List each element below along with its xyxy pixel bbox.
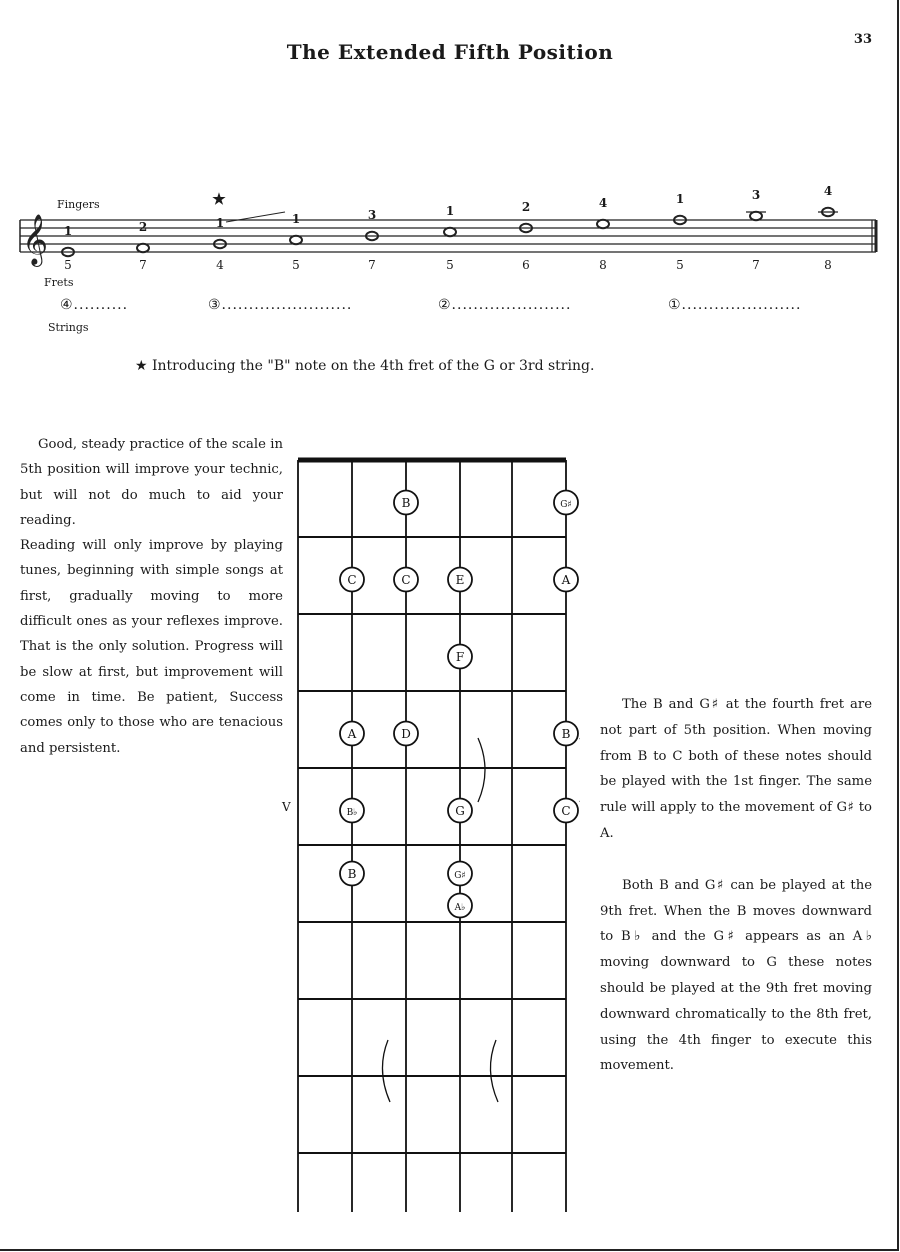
note-label: C [347, 573, 357, 587]
finger-number: 4 [598, 196, 608, 210]
note-label: A♭ [454, 903, 466, 913]
fret-number: 5 [64, 258, 72, 272]
note-label: G [455, 804, 465, 818]
finger-number: 4 [823, 184, 833, 198]
note-label: B [401, 496, 411, 510]
note-marker [448, 799, 472, 823]
note-label: B♭ [346, 808, 358, 818]
fret-number: 5 [446, 258, 454, 272]
finger-number: 3 [751, 188, 761, 202]
movement-arrow [382, 1040, 390, 1102]
frets-label: Frets [44, 276, 74, 289]
page-number: 33 [853, 32, 872, 47]
note-head [597, 220, 609, 228]
note-marker [448, 894, 472, 918]
finger-number: 3 [367, 208, 377, 222]
note-marker [394, 722, 418, 746]
movement-arrow [490, 1040, 498, 1102]
note-marker [340, 862, 364, 886]
left-text-block [20, 432, 283, 761]
fret-number: 4 [216, 258, 224, 272]
fretboard-svg [290, 450, 580, 1220]
note-head [750, 212, 762, 220]
right-paragraph: Both B and G♯ can be played at the 9th fret. When the B moves downward to B♭ and the G♯ appears as an A♭ moving downward to G these notes should be played at the 9th fret moving downward chromatically to the 8th fret, using the 4th finger to execute this movement. [600, 877, 872, 1074]
fret-number: 5 [676, 258, 684, 272]
note-marker [448, 568, 472, 592]
fret-number: 8 [824, 258, 832, 272]
finger-number: 1 [63, 224, 73, 238]
note-marker [448, 645, 472, 669]
left-paragraph: Reading will only improve by playing tunes, beginning with simple songs at first, gradually moving to more difficult ones as your reflexes improve. That is the only solution. Progress will be slow at first, but improvement will come in time. Be patient, Success comes only to those who are tenacious and persistent. [20, 538, 283, 756]
fret-number: 7 [752, 258, 760, 272]
note-marker [554, 722, 578, 746]
note-label: D [401, 727, 411, 741]
finger-number: 1 [291, 212, 301, 226]
note-label: G♯ [454, 871, 466, 881]
note-marker [554, 799, 578, 823]
fret-number: 7 [139, 258, 147, 272]
note-label: C [401, 573, 411, 587]
left-paragraph: Good, steady practice of the scale in 5th position will improve your technic, but will not do much to aid your reading. [20, 437, 283, 528]
fret-number: 5 [292, 258, 300, 272]
fingers-label: Fingers [57, 198, 100, 211]
note-label: B [347, 867, 357, 881]
finger-number: 1 [445, 204, 455, 218]
note-head [444, 228, 456, 236]
string-indicator-3: ③........................ [208, 297, 353, 313]
strings-label: Strings [48, 321, 89, 334]
right-text-block [600, 692, 872, 1105]
note-label: E [455, 573, 465, 587]
note-label: B [561, 727, 571, 741]
note-head [290, 236, 302, 244]
fret-number: 8 [599, 258, 607, 272]
string-indicator-4: ④.......... [60, 297, 129, 313]
note-label: C [561, 804, 571, 818]
movement-arrow [478, 738, 485, 802]
note-label: F [455, 650, 465, 664]
note-marker [448, 862, 472, 886]
finger-number: 2 [521, 200, 531, 214]
fretboard-diagram [290, 450, 580, 1224]
page-title: The Extended Fifth Position [286, 40, 614, 64]
music-staff [0, 180, 900, 350]
fret-number: 6 [522, 258, 530, 272]
right-paragraph: The B and G♯ at the fourth fret are not part of 5th position. When moving from B to C both of these notes should be played with the 1st finger. The same rule will apply to the movement of G♯ to A. [600, 697, 872, 841]
note-marker [340, 799, 364, 823]
note-marker [394, 568, 418, 592]
finger-number: 1 [675, 192, 685, 206]
finger-number: 2 [138, 220, 148, 234]
note-marker [340, 568, 364, 592]
finger-number: 1 [215, 216, 225, 230]
footnote: ★ Introducing the "B" note on the 4th fret of the G or 3rd string. [135, 358, 595, 374]
note-marker [554, 568, 578, 592]
treble-clef-icon: 𝄞 [22, 214, 49, 265]
note-marker [394, 491, 418, 515]
fret-number: 7 [368, 258, 376, 272]
star-icon: ★ [212, 190, 226, 208]
note-label: G♯ [560, 500, 572, 510]
position-marker: V [282, 800, 291, 814]
note-label: A [561, 573, 571, 587]
note-label: A [347, 727, 357, 741]
note-head [137, 244, 149, 252]
note-marker [554, 491, 578, 515]
note-marker [340, 722, 364, 746]
string-indicator-2: ②...................... [438, 297, 572, 313]
string-indicator-1: ①...................... [668, 297, 802, 313]
